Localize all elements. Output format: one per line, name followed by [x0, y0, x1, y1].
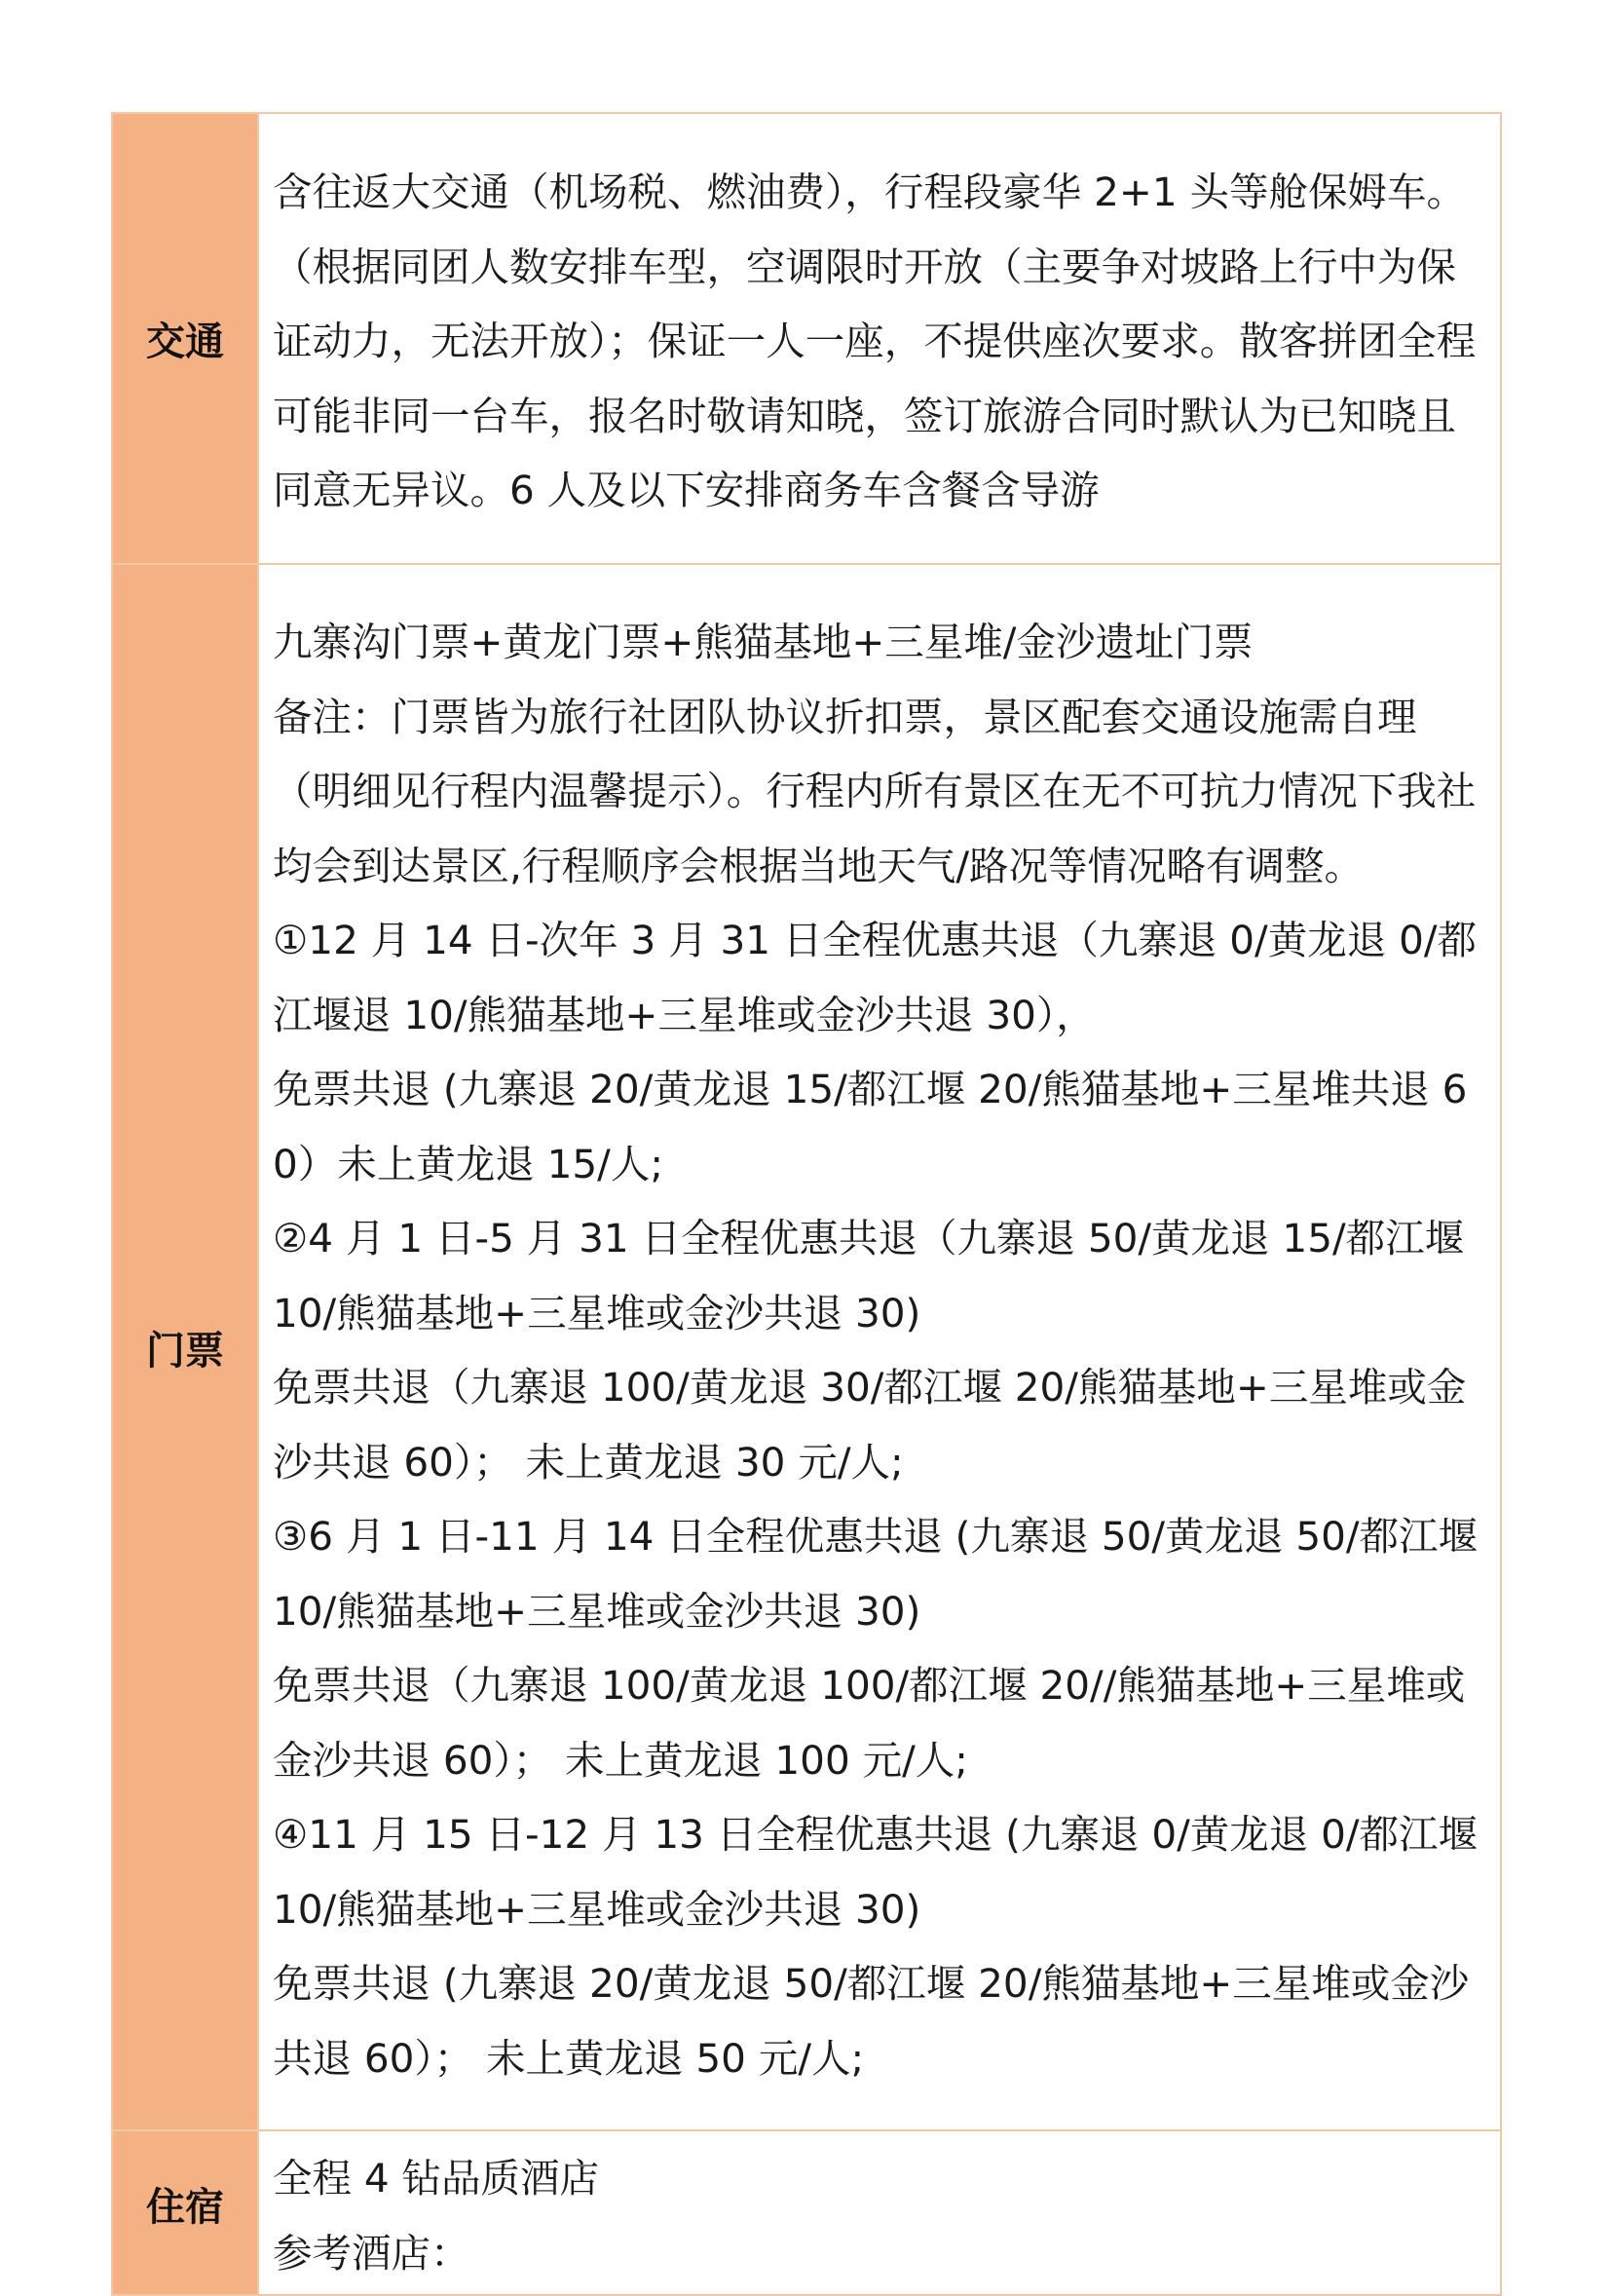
row-label-tickets: 门票: [112, 564, 258, 2130]
tickets-included: 九寨沟门票+黄龙门票+熊猫基地+三星堆/金沙遗址门票: [273, 619, 1254, 665]
table-row-tickets: [112, 564, 1501, 2130]
row-label-traffic: 交通: [112, 113, 258, 564]
table-row-traffic: [112, 113, 1501, 564]
row-content-tickets: [258, 564, 1501, 2130]
table-row-hotel: [112, 2130, 1501, 2295]
traffic-text: 含往返大交通（机场税、燃油费），行程段豪华 2+1 头等舱保姆车。（根据同团人数安排车型，空调限时开放（主要争对坡路上行中为保证动力，无法开放）；保证一人一座，不提供座次要求。散客拼团全程可能非同一台车，报名时敬请知晓，签订旅游合同时默认为已知晓且同意无异议。6 人及以下安排商务车含餐含导游: [273, 169, 1477, 514]
hotel-standard: 全程 4 钻品质酒店: [273, 2155, 600, 2202]
refund-period-2-free: 免票共退（九寨退 100/黄龙退 30/都江堰 20/熊猫基地+三星堆或金沙共退 60）； 未上黄龙退 30 元/人;: [273, 1364, 1467, 1486]
refund-period-1-discount: ①12 月 14 日-次年 3 月 31 日全程优惠共退（九寨退 0/黄龙退 0/都江堰退 10/熊猫基地+三星堆或金沙共退 30），: [273, 917, 1477, 1038]
refund-period-1-free: 免票共退 (九寨退 20/黄龙退 15/都江堰 20/熊猫基地+三星堆共退 60）未上黄龙退 15/人;: [273, 1066, 1468, 1187]
itinerary-info-table: [111, 112, 1502, 2296]
hotel-reference-label: 参考酒店：: [273, 2229, 470, 2277]
refund-period-4-discount: ④11 月 15 日-12 月 13 日全程优惠共退 (九寨退 0/黄龙退 0/都江堰 10/熊猫基地+三星堆或金沙共退 30): [273, 1811, 1479, 1933]
row-label-hotel: 住宿: [112, 2130, 258, 2295]
refund-period-2-discount: ②4 月 1 日-5 月 31 日全程优惠共退（九寨退 50/黄龙退 15/都江堰 10/熊猫基地+三星堆或金沙共退 30): [273, 1215, 1465, 1336]
tickets-note: 备注：门票皆为旅行社团队协议折扣票，景区配套交通设施需自理（明细见行程内温馨提示）。行程内所有景区在无不可抗力情况下我社均会到达景区,行程顺序会根据当地天气/路况等情况略有调整。: [273, 693, 1477, 889]
row-content-hotel: [258, 2130, 1501, 2295]
refund-period-3-discount: ③6 月 1 日-11 月 14 日全程优惠共退 (九寨退 50/黄龙退 50/都江堰 10/熊猫基地+三星堆或金沙共退 30): [273, 1513, 1479, 1635]
refund-period-3-free: 免票共退（九寨退 100/黄龙退 100/都江堰 20//熊猫基地+三星堆或金沙共退 60）； 未上黄龙退 100 元/人;: [273, 1662, 1466, 1784]
row-content-traffic: [258, 113, 1501, 564]
refund-period-4-free: 免票共退 (九寨退 20/黄龙退 50/都江堰 20/熊猫基地+三星堆或金沙共退 60）； 未上黄龙退 50 元/人;: [273, 1960, 1470, 2082]
